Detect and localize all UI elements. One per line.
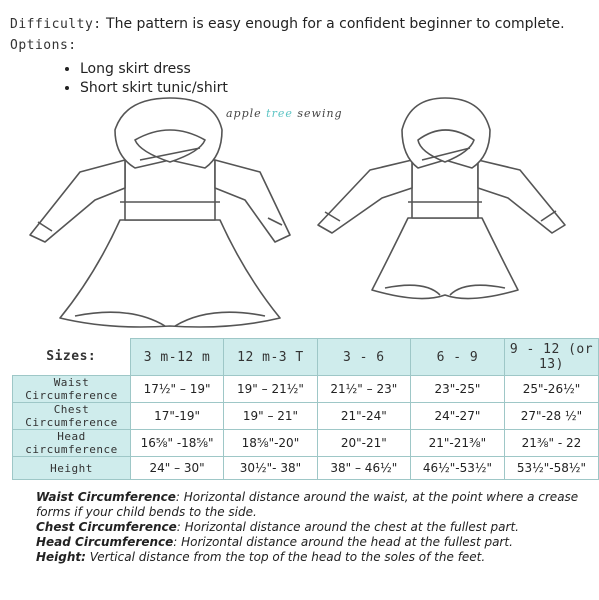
table-row	[13, 376, 599, 403]
sizes-title: Sizes:	[46, 349, 97, 365]
note-term: Chest Circumference	[36, 520, 177, 534]
option-item: • Long skirt dress	[80, 60, 590, 79]
sizes-title-cell	[13, 339, 131, 376]
table-cell: 24" – 30"	[131, 457, 224, 480]
table-row	[13, 403, 599, 430]
table-cell: 23"-25"	[410, 376, 504, 403]
row-header: Head circumference	[13, 430, 131, 457]
table-cell: 19" – 21"	[224, 403, 318, 430]
table-cell: 21"-24"	[317, 403, 410, 430]
note-term: Head Circumference	[36, 535, 174, 549]
size-col-header: 6 - 9	[410, 339, 504, 376]
row-header: Chest Circumference	[13, 403, 131, 430]
note-term: Height:	[36, 550, 86, 564]
size-col-header: 3 m-12 m	[131, 339, 224, 376]
size-col-header: 9 - 12 (or 13)	[504, 339, 598, 376]
option-item: • Short skirt tunic/shirt	[80, 79, 590, 98]
measurement-notes	[36, 490, 581, 565]
difficulty-text: The pattern is easy enough for a confident beginner to complete.	[106, 16, 565, 32]
table-cell: 17"-19"	[131, 403, 224, 430]
long-dress-illustration	[30, 98, 290, 327]
size-col-header: 3 - 6	[317, 339, 410, 376]
table-cell: 19" – 21½"	[224, 376, 318, 403]
size-col-header: 12 m-3 T	[224, 339, 318, 376]
size-chart-table	[12, 338, 599, 480]
row-header: Waist Circumference	[13, 376, 131, 403]
table-cell: 25"-26½"	[504, 376, 598, 403]
table-cell: 24"-27"	[410, 403, 504, 430]
table-cell: 21½" – 23"	[317, 376, 410, 403]
brand-text-3: sewing	[292, 107, 343, 120]
table-row	[13, 430, 599, 457]
brand-text-1: apple	[226, 107, 267, 120]
note-text: : Horizontal distance around the head at the fullest part.	[173, 535, 513, 549]
table-cell: 17½" – 19"	[131, 376, 224, 403]
note-text: : Horizontal distance around the chest at the fullest part.	[176, 520, 519, 534]
short-tunic-illustration	[318, 98, 565, 299]
brand-text-2: tree	[266, 107, 293, 120]
table-cell: 20"-21"	[317, 430, 410, 457]
table-cell: 18⅝"-20"	[224, 430, 318, 457]
table-cell: 38" – 46½"	[317, 457, 410, 480]
note-item	[36, 535, 581, 550]
table-cell: 46½"-53½"	[410, 457, 504, 480]
note-item	[36, 490, 581, 520]
row-header: Height	[13, 457, 131, 480]
table-cell: 16⅝" -18⅝"	[131, 430, 224, 457]
size-header-row	[13, 339, 599, 376]
note-text: : Horizontal distance around the waist, at the point where a crease forms if your child bends to the side.	[36, 490, 579, 519]
intro-section	[10, 14, 590, 98]
garment-illustrations	[0, 90, 599, 340]
table-cell: 21"-21⅜"	[410, 430, 504, 457]
table-cell: 53½"-58½"	[504, 457, 598, 480]
options-row	[10, 35, 590, 56]
table-row	[13, 457, 599, 480]
note-item	[36, 550, 581, 565]
note-text: Vertical distance from the top of the head to the soles of the feet.	[85, 550, 486, 564]
difficulty-row	[10, 14, 590, 35]
options-label: Options:	[10, 38, 77, 53]
note-term: Waist Circumference	[36, 490, 176, 504]
table-cell: 27"-28 ½"	[504, 403, 598, 430]
note-item	[36, 520, 581, 535]
difficulty-label: Difficulty:	[10, 17, 102, 32]
table-cell: 21⅜" - 22	[504, 430, 598, 457]
table-cell: 30½"- 38"	[224, 457, 318, 480]
